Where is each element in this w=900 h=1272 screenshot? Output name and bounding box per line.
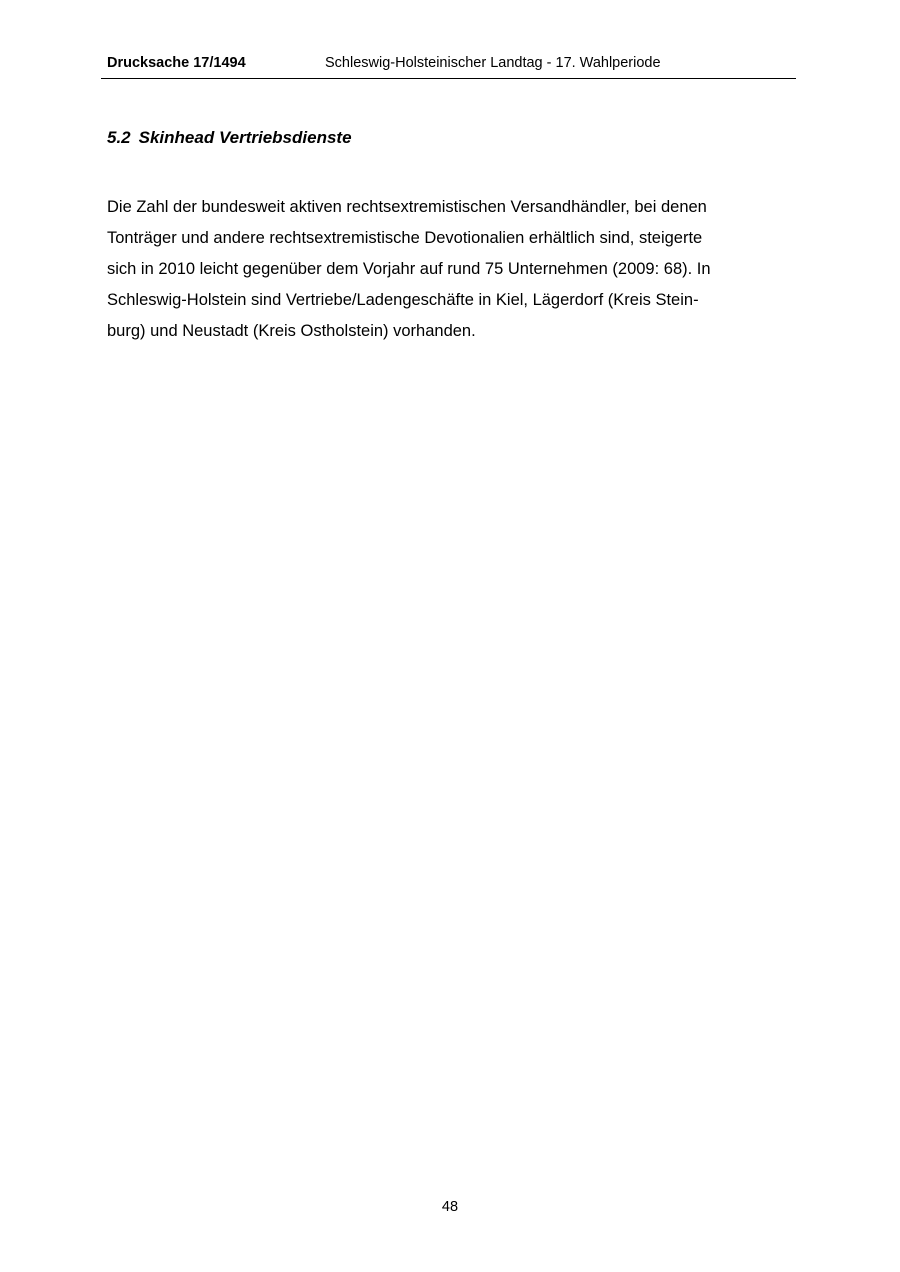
section-heading: [107, 127, 352, 149]
paragraph-line: Die Zahl der bundesweit aktiven rechtsextremistischen Versandhändler, bei denen: [107, 198, 707, 216]
paragraph-line: Tonträger und andere rechtsextremistische Devotionalien erhältlich sind, steigerte: [107, 229, 703, 247]
page-number: 48: [441, 1199, 459, 1215]
paragraph-line: sich in 2010 leicht gegenüber dem Vorjahr auf rund 75 Unternehmen (2009: 68). In: [107, 260, 711, 278]
paragraph-line: Schleswig-Holstein sind Vertriebe/Ladengeschäfte in Kiel, Lägerdorf (Kreis Stein-: [107, 291, 699, 309]
section-number: 5.2: [107, 128, 131, 147]
page-header: [101, 52, 796, 79]
section-title: Skinhead Vertriebsdienste: [138, 128, 352, 147]
document-source: Schleswig-Holsteinischer Landtag - 17. Wahlperiode: [325, 55, 661, 71]
body-paragraph: [107, 192, 787, 347]
document-number: Drucksache 17/1494: [107, 55, 246, 71]
paragraph-line: burg) und Neustadt (Kreis Ostholstein) vorhanden.: [107, 322, 476, 340]
